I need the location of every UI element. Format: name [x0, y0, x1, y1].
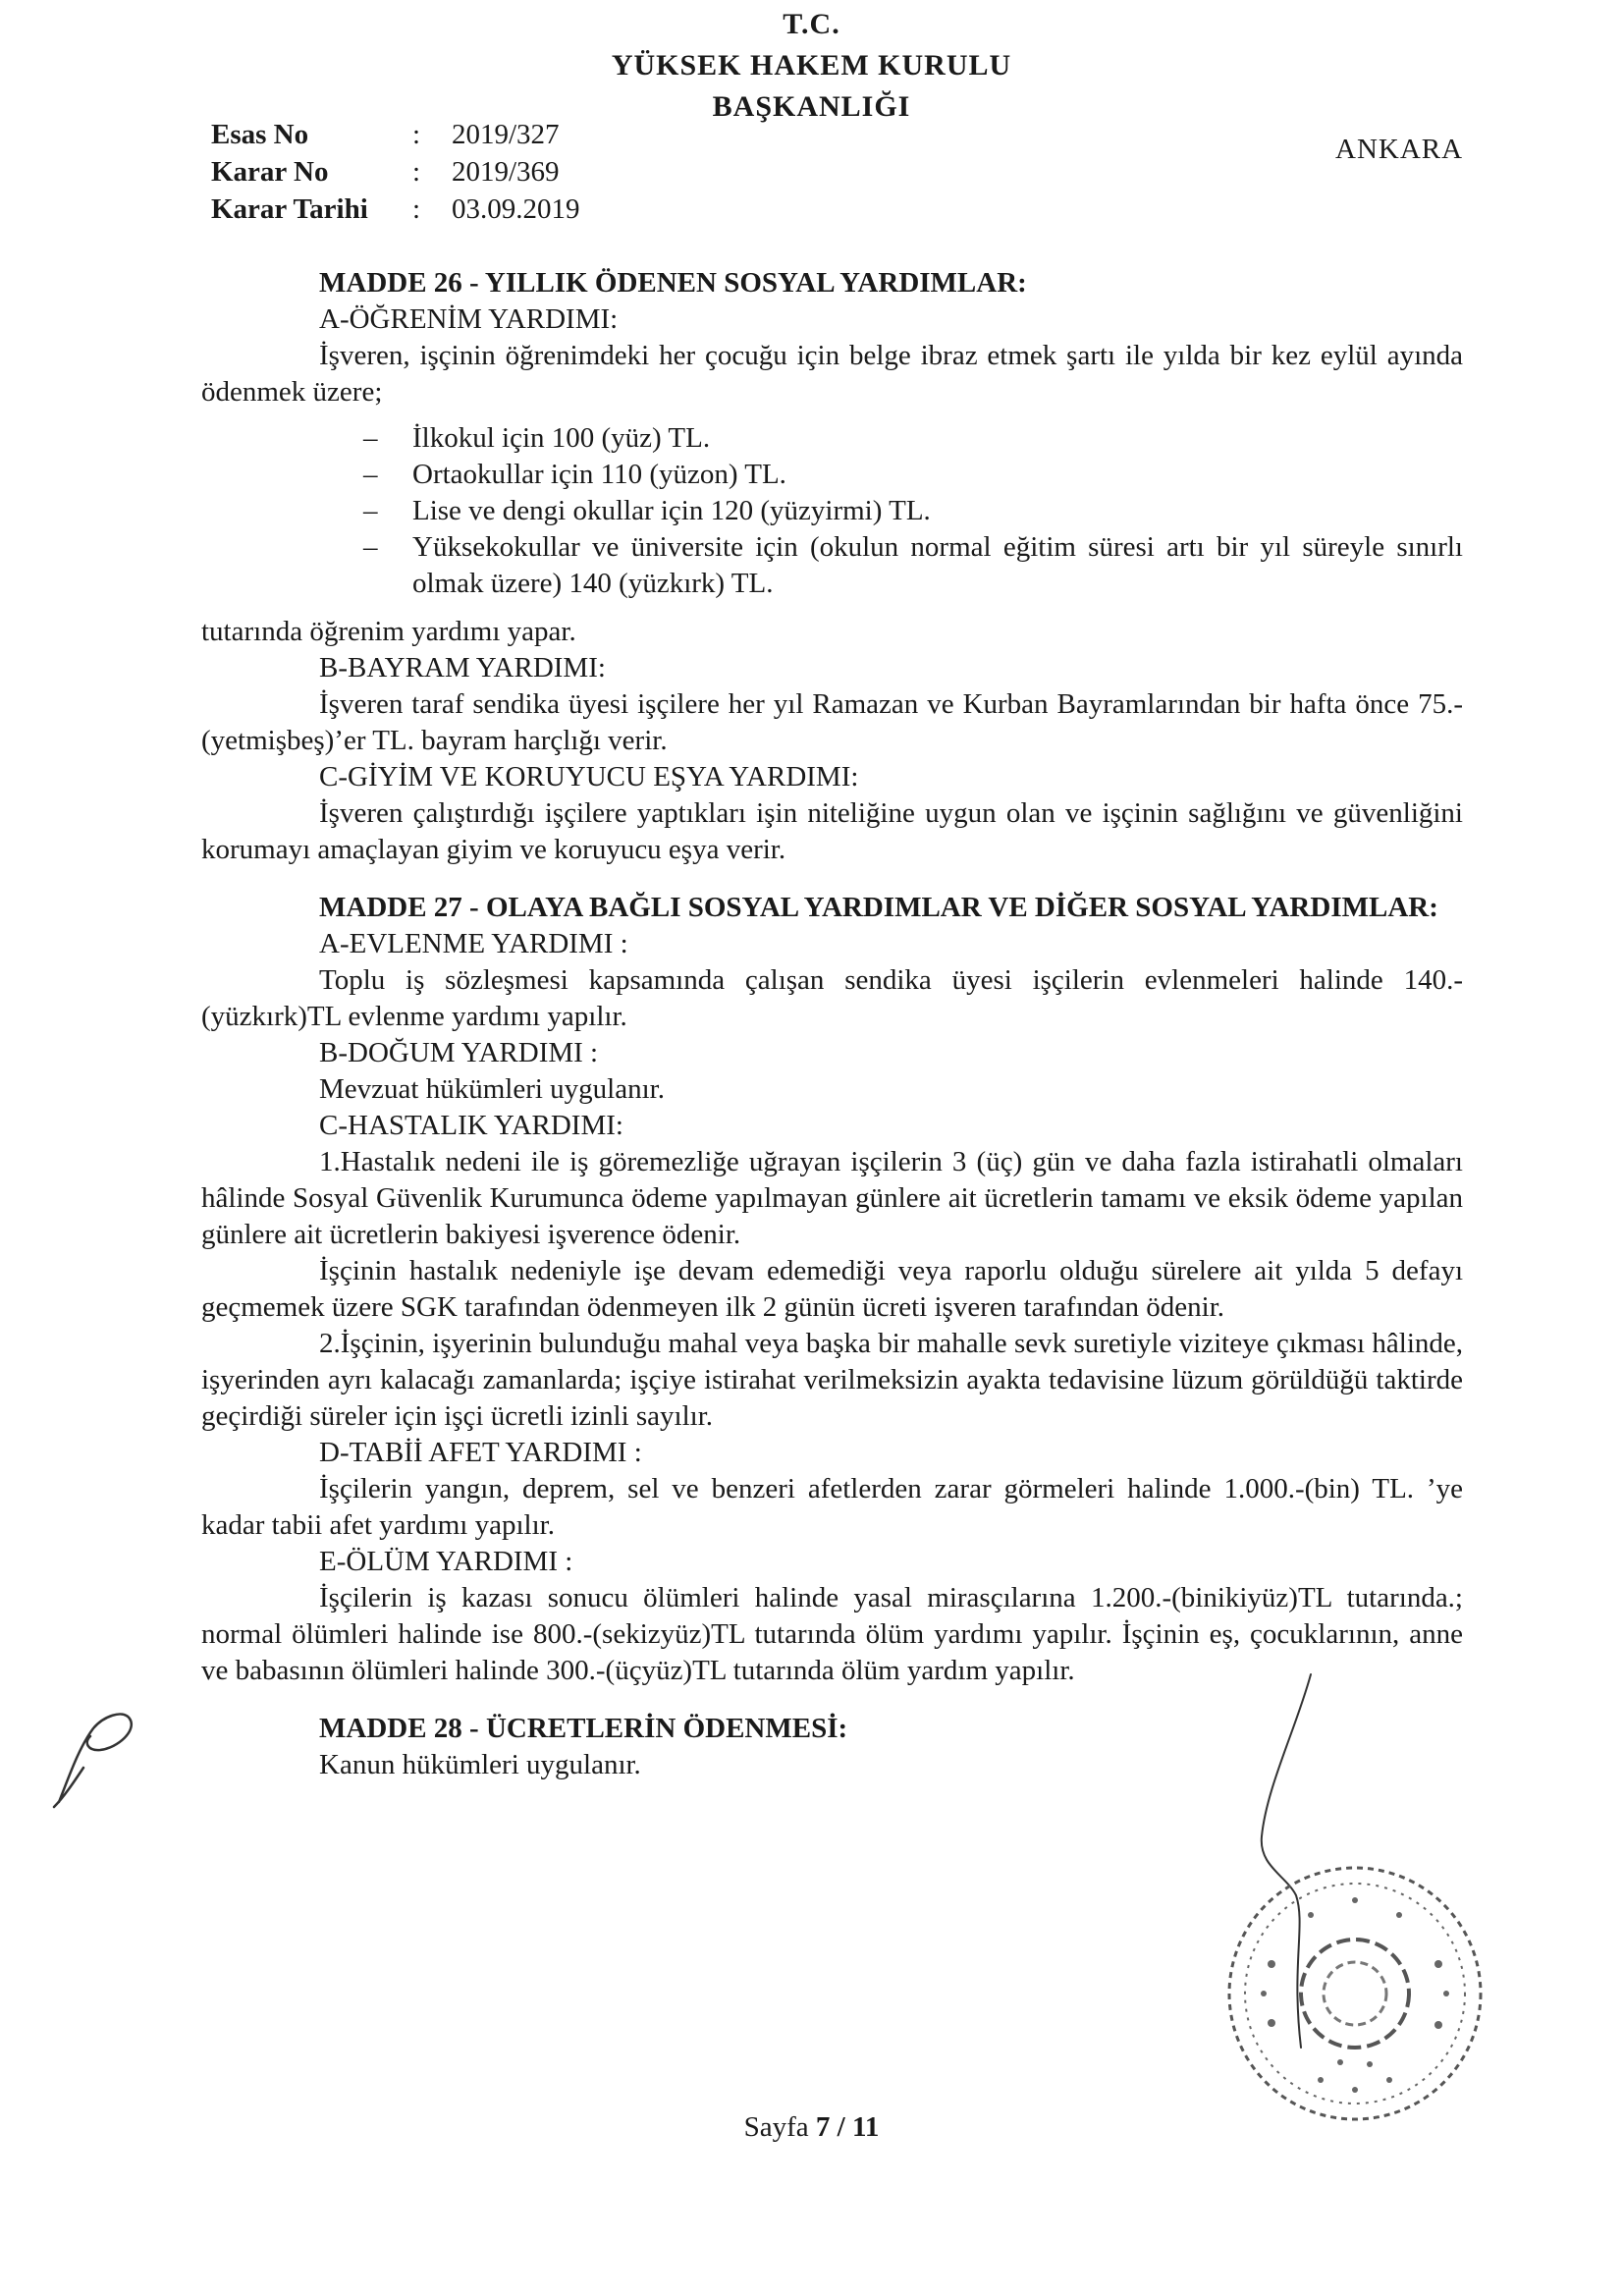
marriage-aid-title: A-EVLENME YARDIMI :: [319, 928, 628, 959]
page-label: Sayfa: [743, 2111, 809, 2143]
list-item: – İlkokul için 100 (yüz) TL.: [363, 420, 1463, 457]
clothing-aid-title: C-GİYİM VE KORUYUCU EŞYA YARDIMI:: [319, 761, 859, 793]
page-number: 7 / 11: [815, 2111, 880, 2143]
sickness-aid-paragraph-1: 1.Hastalık nedeni ile iş göremezliğe uğrayan işçilerin 3 (üç) gün ve daha fazla istirahatli olmaları hâlinde Sosyal Güvenlik Kurumunca ödeme yapılmayan günlere ait ücretlerin tamamı ve eksik ödeme yapılan günlere ait ücretlerin bakiyesi işverence ödenir.: [201, 1146, 1463, 1250]
marriage-aid-text: Toplu iş sözleşmesi kapsamında çalışan sendika üyesi işçilerin evlenmeleri halinde 140.-(yüzkırk)TL evlenme yardımı yapılır.: [201, 964, 1463, 1032]
article-26-title: MADDE 26 - YILLIK ÖDENEN SOSYAL YARDIMLAR:: [319, 267, 1027, 299]
karar-no-row: [211, 153, 580, 191]
death-aid-text: İşçilerin iş kazası sonucu ölümleri halinde yasal mirasçılarına 1.200.-(binikiyüz)TL tutarında.; normal ölümleri halinde ise 800.-(sekizyüz)TL tutarında ölüm yardımı yapılır. İşçinin eş, çocuklarının, anne ve babasının ölümleri halinde 300.-(üçyüz)TL tutarında ölüm yardım yapılır.: [201, 1582, 1463, 1686]
document-body: [201, 265, 1463, 1783]
karar-tarihi-label: Karar Tarihi: [211, 193, 368, 225]
sickness-aid-title: C-HASTALIK YARDIMI:: [319, 1110, 623, 1141]
karar-no-label: Karar No: [211, 156, 329, 188]
clothing-aid-text: İşveren çalıştırdığı işçilere yaptıkları işin niteliğine uygun olan ve işçinin sağlığını ve güvenliğini korumayı amaçlayan giyim ve koruyucu eşya verir.: [201, 797, 1463, 865]
birth-aid-title: B-DOĞUM YARDIMI :: [319, 1037, 599, 1068]
colon: :: [412, 119, 421, 150]
karar-tarihi-value: 03.09.2019: [452, 193, 580, 225]
disaster-aid-text: İşçilerin yangın, deprem, sel ve benzeri afetlerden zarar görmeleri halinde 1.000.-(bin) TL. ’ye kadar tabii afet yardımı yapılır.: [201, 1473, 1463, 1541]
list-item: – Ortaokullar için 110 (yüzon) TL.: [363, 457, 1463, 493]
esas-no-row: [211, 116, 580, 153]
education-aid-intro: İşveren, işçinin öğrenimdeki her çocuğu için belge ibraz etmek şartı ile yılda bir kez eylül ayında ödenmek üzere;: [201, 340, 1463, 408]
header-presidency: BAŞKANLIĞI: [712, 90, 911, 123]
education-aid-outro: tutarında öğrenim yardımı yapar.: [201, 616, 576, 647]
esas-no-value: 2019/327: [452, 119, 560, 150]
sickness-aid-paragraph-2: İşçinin hastalık nedeniyle işe devam edemediği veya raporlu olduğu sürelere ait yılda 5 defayı geçmemek üzere SGK tarafından ödenmeyen ilk 2 günün ücreti işveren tarafından ödenir.: [201, 1255, 1463, 1323]
disaster-aid-title: D-TABİİ AFET YARDIMI :: [319, 1437, 642, 1468]
city-label: ANKARA: [1335, 134, 1464, 165]
colon: :: [412, 193, 421, 225]
death-aid-title: E-ÖLÜM YARDIMI :: [319, 1546, 573, 1577]
birth-aid-text: Mevzuat hükümleri uygulanır.: [319, 1073, 665, 1105]
karar-tarihi-row: [211, 191, 580, 228]
header-tc: T.C.: [783, 8, 840, 40]
education-aid-list: [201, 420, 1463, 602]
article-27-title: MADDE 27 - OLAYA BAĞLI SOSYAL YARDIMLAR VE DİĞER SOSYAL YARDIMLAR:: [319, 892, 1438, 923]
sickness-aid-paragraph-3: 2.İşçinin, işyerinin bulunduğu mahal veya başka bir mahalle sevk suretiyle viziteye çıkması hâlinde, işyerinden ayrı kalacağı zamanlarda; işçiye istirahat verilmeksizin ayakta tedavisine lüzum görüldüğü taktirde geçirdiği süreler için işçi ücretli izinli sayılır.: [201, 1328, 1463, 1432]
article-28-title: MADDE 28 - ÜCRETLERİN ÖDENMESİ:: [319, 1713, 848, 1744]
handwritten-initial-icon: [39, 1689, 147, 1817]
karar-no-value: 2019/369: [452, 156, 560, 188]
page-footer: [0, 2111, 1623, 2144]
education-aid-title: A-ÖĞRENİM YARDIMI:: [319, 303, 619, 335]
esas-no-label: Esas No: [211, 119, 309, 150]
holiday-aid-text: İşveren taraf sendika üyesi işçilere her yıl Ramazan ve Kurban Bayramlarından bir hafta önce 75.-(yetmişbeş)’er TL. bayram harçlığı verir.: [201, 688, 1463, 756]
header-institution: YÜKSEK HAKEM KURULU: [611, 49, 1012, 82]
official-seal-icon: [1213, 1856, 1497, 2131]
list-item: – Lise ve dengi okullar için 120 (yüzyirmi) TL.: [363, 493, 1463, 529]
holiday-aid-title: B-BAYRAM YARDIMI:: [319, 652, 606, 683]
colon: :: [412, 156, 421, 188]
wage-payment-text: Kanun hükümleri uygulanır.: [319, 1749, 641, 1780]
case-metadata: [211, 116, 580, 228]
list-item: – Yüksekokullar ve üniversite için (okulun normal eğitim süresi artı bir yıl süreyle sınırlı olmak üzere) 140 (yüzkırk) TL.: [363, 529, 1463, 602]
